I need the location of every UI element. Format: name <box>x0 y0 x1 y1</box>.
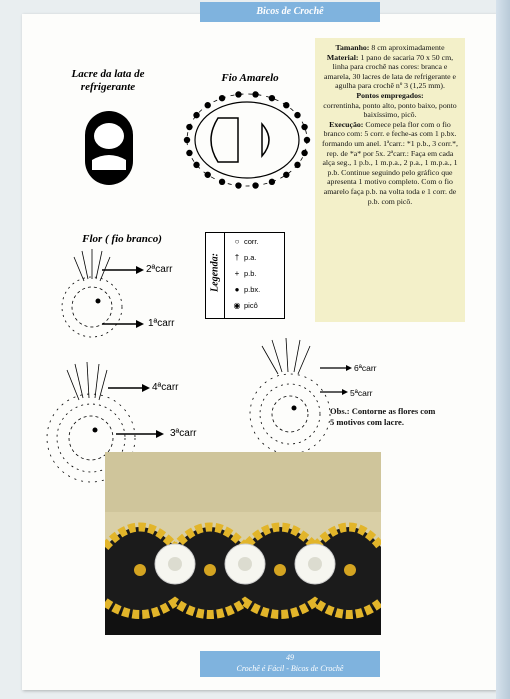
picot-mark <box>193 112 199 118</box>
picot-mark <box>186 124 192 130</box>
legend-box <box>205 232 285 319</box>
picot-mark <box>283 172 289 178</box>
picot-mark <box>219 95 225 101</box>
picot-mark <box>269 95 275 101</box>
flor-title: Flor ( fio branco) <box>82 233 162 245</box>
execucao-label: Execução: <box>329 119 364 129</box>
legend-item-pico: ◉ picô <box>233 301 258 310</box>
obs-note: Obs.: Contorne as flores com 5 motivos com lacre. <box>330 406 436 427</box>
fio-amarelo-title: Fio Amarelo <box>221 72 279 84</box>
legend-title: Legenda: <box>209 253 221 292</box>
footer-text: Crochê é Fácil - Bicos de Crochê <box>236 664 344 673</box>
edging-photo <box>105 452 381 635</box>
instructions-panel <box>315 38 465 322</box>
legend-item-pa: † p.a. <box>234 253 257 262</box>
legend-item-corr: ○ corr. <box>234 237 259 246</box>
page-number: 49 <box>286 653 294 662</box>
tamanho-text: 8 cm aproximadamente <box>371 43 445 52</box>
picot-mark <box>301 124 307 130</box>
material-text: 1 pano de sacaria 70 x 50 cm, linha para crochê nas cores: branca e amarela, 30 lacres de lata de refrigerante e agulha para crochê nº 3 (1,25 mm). <box>323 52 457 91</box>
picot-mark <box>193 162 199 168</box>
label-6carr: 6ªcarr <box>354 363 377 373</box>
label-5carr: 5ªcarr <box>350 388 373 398</box>
picot-mark <box>219 179 225 185</box>
picot-mark <box>235 182 241 188</box>
tamanho-label: Tamanho: <box>335 43 370 52</box>
picot-mark <box>205 102 211 108</box>
picot-mark <box>205 172 211 178</box>
picot-mark <box>235 91 241 97</box>
picot-mark <box>186 150 192 156</box>
picot-mark <box>252 182 258 188</box>
footer-band <box>200 651 380 677</box>
picot-mark <box>304 137 310 143</box>
pontos-text: correntinha, ponto alto, ponto baixo, ponto baixíssimo, picô. <box>323 100 457 120</box>
yellow-thread-diagram <box>180 88 315 193</box>
picot-mark <box>294 112 300 118</box>
pontos-label: Pontos empregados: <box>356 90 424 100</box>
picot-mark <box>184 137 190 143</box>
material-label: Material: <box>326 52 359 62</box>
execucao-text: Comece pela flor com o fio branco com: 5 corr. e feche-as com 1 p.bx. formando um anel. 1ªcarr.: *1 p.b., 3 corr.*, rep. de *a* por 5x. 2ªcarr.: Faça em cada alça seg., 1 p.b., 1 m.p.a., 2 p.a., 1 m.p.a., 1 p.b. Continue seguindo pelo gráfico que apresenta 1 motivo completo. Com o fio amarelo faça p.b. na volta toda e 1 corr. de p.b. com picô. <box>322 119 458 206</box>
picot-mark <box>269 179 275 185</box>
label-3carr: 3ªcarr <box>170 428 197 439</box>
label-2carr: 2ªcarr <box>146 264 173 275</box>
picot-mark <box>252 91 258 97</box>
legend-item-pbx: ● p.bx. <box>234 285 261 294</box>
picot-mark <box>301 150 307 156</box>
header-band: Bicos de Crochê <box>200 2 380 22</box>
arrows-1 <box>100 262 145 332</box>
picot-mark <box>294 162 300 168</box>
can-tab-diagram <box>82 108 136 188</box>
lacre-title: Lacre da lata de refrigerante <box>71 68 145 93</box>
legend-item-pb: + p.b. <box>234 269 257 278</box>
page-spine <box>496 0 510 699</box>
label-4carr: 4ªcarr <box>152 382 179 393</box>
picot-mark <box>283 102 289 108</box>
label-1carr: 1ªcarr <box>148 318 175 329</box>
